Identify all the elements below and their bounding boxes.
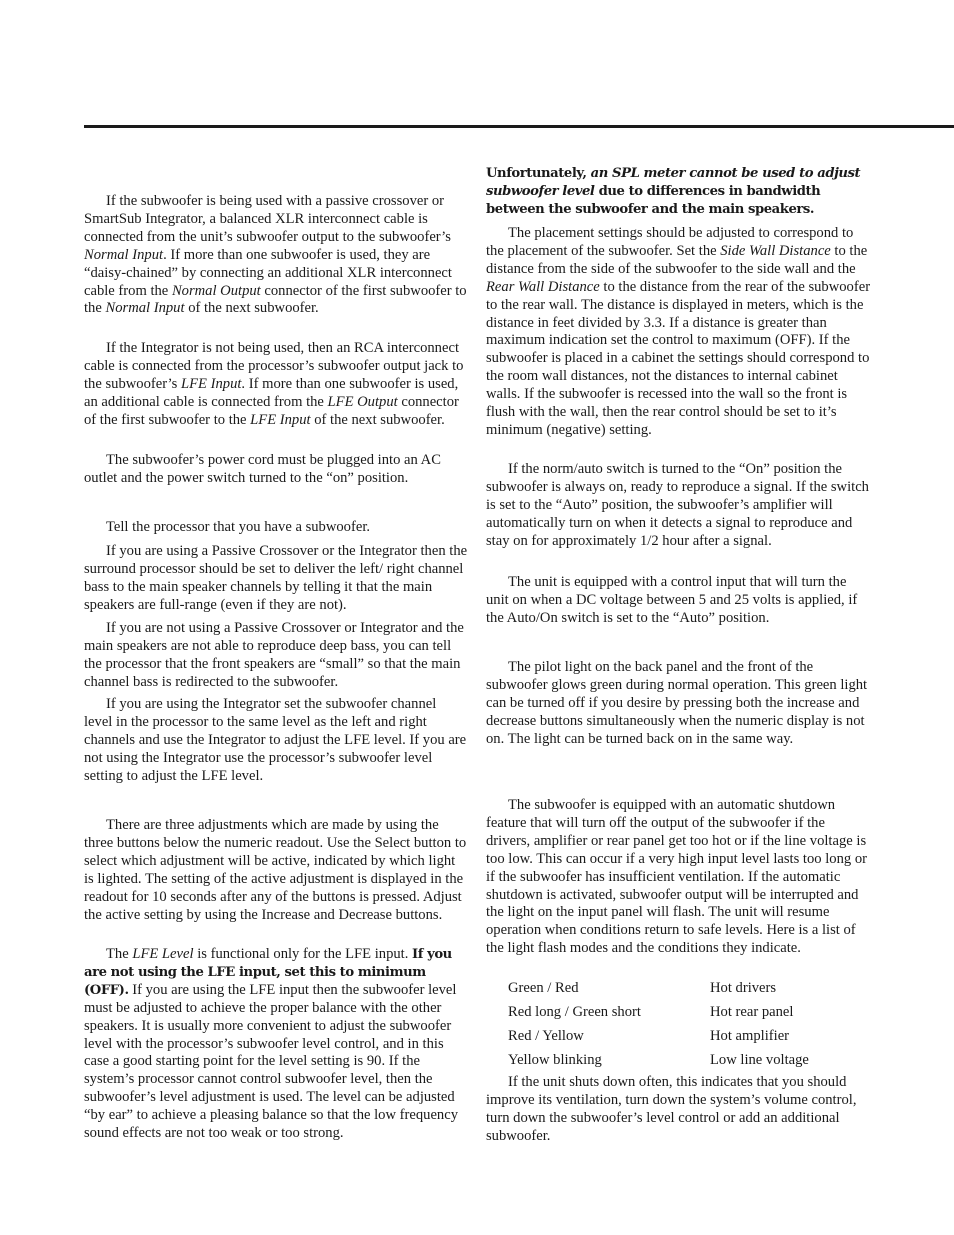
adjustments-paragraph: There are three adjustments which are made by using the three buttons below the numeric readout. Use the Select button to select which adjustment will be active, indicated by which light is lighted. The setting of the active adjustment is displayed in the readout for 10 seconds after any of the buttons is pressed. Adjust the active setting by using the Increase and Decrease buttons. <box>84 817 467 923</box>
flash-mode-row <box>508 1028 872 1052</box>
text: is functional only for the LFE input. <box>193 946 413 962</box>
text: If you are using the LFE input then the subwoofer level must be adjusted to achieve the proper balance with the other speakers. It is usually more convenient to adjust the subwoofer level with the processor’s subwoofer level control, and in this case a good starting point for the level setting is 90. If the system’s processor cannot control subwoofer level, then the subwoofer’s level adjustment is used. The level can be adjusted “by ear” to achieve a pleasing balance so that the low frequency sound effects are not too weak or too strong. <box>84 981 458 1142</box>
side-wall-distance-label: Side Wall Distance <box>720 242 831 259</box>
passive-crossover-paragraph: If you are using a Passive Crossover or the Integrator then the surround processor should be set to deliver the left/ right channel bass to the main speaker channels by telling it that the main speakers are full-range (even if they are not). <box>84 543 468 613</box>
flash-mode-row <box>508 1052 872 1076</box>
shutdown-advice-paragraph: If the unit shuts down often, this indicates that you should improve its ventilation, turn down the system’s volume control, turn down the subwoofer’s level control or add an additional subwoofer. <box>486 1074 857 1144</box>
tell-processor-paragraph: Tell the processor that you have a subwoofer. <box>106 519 371 535</box>
text: of the next subwoofer. <box>184 300 319 317</box>
text: . If more than one subwoofer is used, they are “daisy-chained” by connecting an additional XLR interconnect cable from the <box>84 246 452 299</box>
text: to the distance from the rear of the subwoofer to the rear wall. The distance is displayed in meters, which is the distance in feet divided by 3.3. If a distance is greater than maximum indication set the control to maximum (OFF). If the subwoofer is placed in a cabinet the settings should correspond to the room wall distances, not the distances to internal cabinet walls. If the subwoofer is recessed into the wall so the front is flush with the wall, then the rear control should be set to it’s minimum (negative) setting. <box>486 278 871 438</box>
rear-wall-distance-label: Rear Wall Distance <box>486 278 600 295</box>
pilot-light-paragraph: The pilot light on the back panel and the front of the subwoofer glows green during normal operation. This green light can be turned off if you desire by pressing both the increase and decrease buttons simultaneously when the numeric display is not on. The light can be turned back on in the same way. <box>486 659 868 747</box>
header-rule <box>84 125 954 128</box>
text: Unfortunately, <box>486 166 591 181</box>
placement-paragraph <box>486 225 872 440</box>
lfe-input-label: LFE Input <box>250 411 311 428</box>
power-cord-paragraph: The subwoofer’s power cord must be plugged into an AC outlet and the power switch turned to the “on” position. <box>84 452 441 486</box>
integrator-level-paragraph: If you are using the Integrator set the subwoofer channel level in the processor to the same level as the left and right channels and use the Integrator to adjust the LFE level. If you are not using the Integrator use the processor’s subwoofer level setting to adjust the LFE level. <box>84 696 467 784</box>
flash-condition: Hot amplifier <box>710 1028 790 1044</box>
flash-mode: Green / Red <box>508 980 579 996</box>
flash-mode-row <box>508 1004 872 1028</box>
text: connector of the first subwoofer to the <box>84 282 467 317</box>
text: If the Integrator is not being used, then an RCA interconnect cable is connected from the processor’s subwoofer output jack to the subwoofer’s <box>84 340 464 392</box>
flash-condition: Hot drivers <box>710 980 777 996</box>
shutdown-paragraph: The subwoofer is equipped with an automatic shutdown feature that will turn off the output of the subwoofer if the drivers, amplifier or rear panel get too hot or if the line voltage is too low. This can occur if a very high input level lasts too long or if the subwoofer has insufficient ventilation. If the automatic shutdown is activated, subwoofer output will be interrupted and the light on the input panel will flash. The unit will resume operation when conditions return to safe levels. Here is a list of the light flash modes and the conditions they indicate. <box>486 797 867 957</box>
lfe-input-label: LFE Input <box>181 375 242 392</box>
flash-mode-table <box>508 980 872 1076</box>
spl-meter-emphasis: an SPL meter cannot be used to adjust subwoofer level <box>486 166 861 199</box>
flash-mode-row <box>508 980 872 1004</box>
text: The <box>106 946 133 962</box>
text: The placement settings should be adjusted to correspond to the placement of the subwoofer. Set the <box>486 225 854 259</box>
flash-mode: Red / Yellow <box>508 1028 584 1044</box>
small-speakers-paragraph: If you are not using a Passive Crossover or Integrator and the main speakers are not able to reproduce deep bass, you can tell the processor that the front speakers are “small” so that the main channel bass is redirected to the subwoofer. <box>84 620 464 690</box>
auto-switch-paragraph: If the norm/auto switch is turned to the “On” position the subwoofer is always on, ready to reproduce a signal. If the switch is set to the “Auto” position, the subwoofer’s amplifier will automatically turn on when it detects a signal to reproduce and stay on for approximately 1/2 hour after a signal. <box>486 461 869 549</box>
normal-input-label: Normal Input <box>105 300 185 317</box>
flash-mode: Yellow blinking <box>508 1052 602 1068</box>
spl-meter-warning <box>486 165 872 219</box>
flash-condition: Low line voltage <box>710 1052 809 1068</box>
lfe-level-paragraph <box>84 946 468 1143</box>
xlr-connection-paragraph <box>84 193 468 318</box>
flash-mode: Red long / Green short <box>508 1004 641 1020</box>
lfe-level-label: LFE Level <box>132 946 194 962</box>
lfe-minimum-warning: If you are not using the LFE input, set this to minimum (OFF). <box>84 947 452 998</box>
text: to the distance from the side of the subwoofer to the side wall and the <box>486 242 868 277</box>
text: connector of the first subwoofer to the <box>84 393 459 428</box>
lfe-output-label: LFE Output <box>327 393 398 410</box>
text: If the subwoofer is being used with a passive crossover or SmartSub Integrator, a balanced XLR interconnect cable is connected from the unit’s subwoofer output to the subwoofer’s <box>84 193 451 245</box>
flash-condition: Hot rear panel <box>710 1004 794 1020</box>
text: due to differences in bandwidth between the subwoofer and the main speakers. <box>486 183 821 217</box>
rca-connection-paragraph <box>84 340 468 430</box>
normal-output-label: Normal Output <box>171 282 261 299</box>
text: of the next subwoofer. <box>310 411 445 428</box>
normal-input-label: Normal Input <box>84 246 164 263</box>
text: . If more than one subwoofer is used, an additional cable is connected from the <box>84 375 459 410</box>
control-input-paragraph: The unit is equipped with a control input that will turn the unit on when a DC voltage between 5 and 25 volts is applied, if the Auto/On switch is set to the “Auto” position. <box>486 574 858 626</box>
